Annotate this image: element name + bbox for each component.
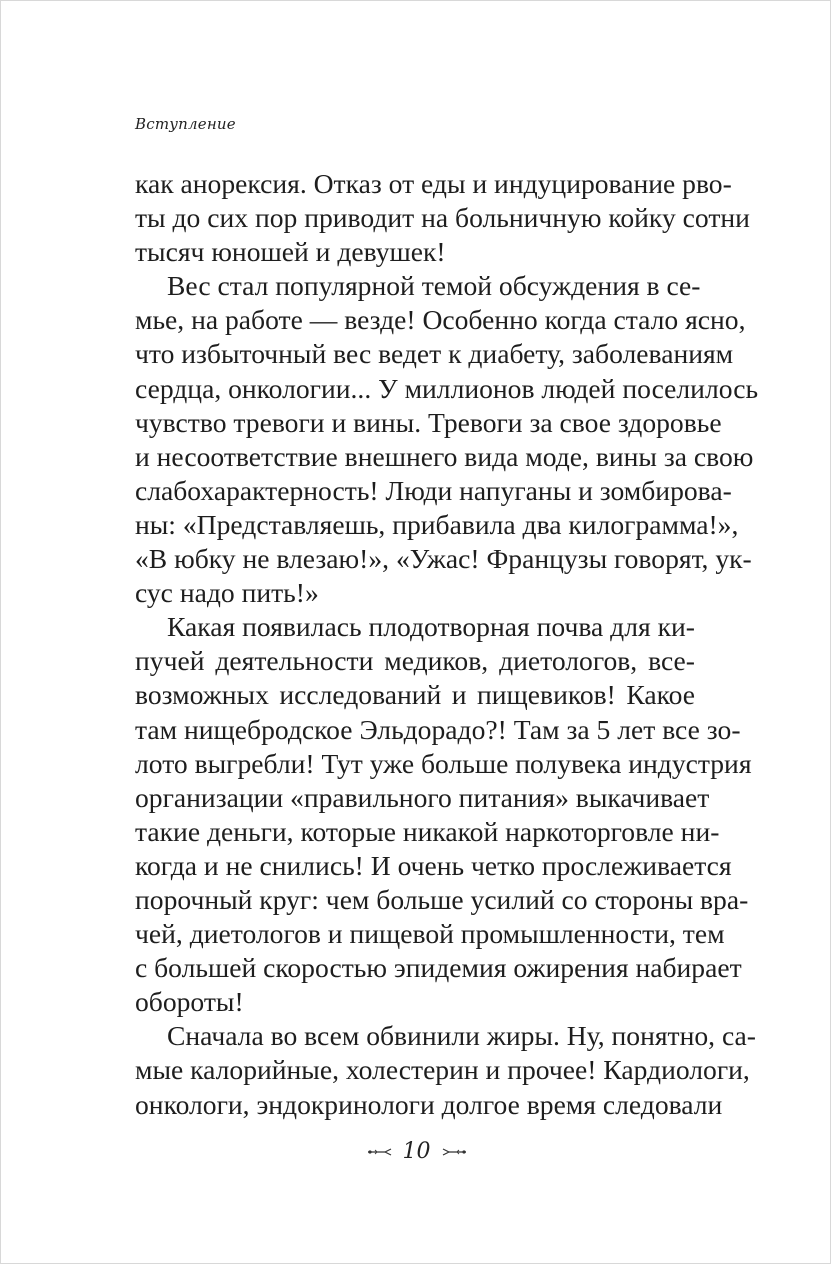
text-line: Какая появилась плодотворная почва для ки-	[167, 611, 695, 643]
text-line: ны: «Представляешь, прибавила два килограмма!»,	[135, 508, 739, 540]
text-line: с большей скоростью эпидемия ожирения набирает	[135, 952, 742, 984]
text-line: ты до сих пор приводит на больничную койку сотни	[135, 202, 750, 234]
text-line: что избыточный вес ведет к диабету, заболеваниям	[135, 338, 734, 370]
right-flourish-ornament-icon	[441, 1147, 467, 1157]
text-line: Вес стал популярной темой обсуждения в се-	[167, 270, 701, 302]
text-line: как анорексия. Отказ от еды и индуцирование рво-	[135, 168, 732, 199]
body-text	[135, 167, 759, 1122]
text-line: «В юбку не влезаю!», «Ужас! Французы говорят, ук-	[135, 543, 752, 575]
page-number: 10	[402, 1139, 431, 1164]
text-line: организации «правильного питания» выкачивает	[135, 781, 710, 813]
text-line: лото выгребли! Тут уже больше полувека индустрия	[135, 747, 752, 779]
text-line: сус надо пить!»	[135, 577, 319, 609]
text-line: возможных исследований и пищевиков! Какое	[135, 679, 695, 711]
text-line: чувство тревоги и вины. Тревоги за свое здоровье	[135, 406, 722, 438]
text-line: Сначала во всем обвинили жиры. Ну, понятно, са-	[167, 1020, 756, 1052]
text-line: онкологи, эндокринологи долгое время следовали	[135, 1088, 723, 1120]
text-line: слабохарактерность! Люди напуганы и зомбирова-	[135, 474, 732, 506]
text-line: пучей деятельности медиков, диетологов, все-	[135, 645, 695, 677]
text-line: и несоответствие внешнего вида моде, вины за свою	[135, 440, 754, 472]
left-flourish-ornament-icon	[367, 1147, 393, 1157]
text-line: порочный круг: чем больше усилий со стороны вра-	[135, 883, 749, 915]
running-head: Вступление	[135, 115, 236, 133]
page-footer	[1, 1139, 831, 1164]
text-line: когда и не снились! И очень четко прослеживается	[135, 849, 732, 881]
text-line: там нищебродское Эльдорадо?! Там за 5 лет все зо-	[135, 713, 741, 745]
text-line: мье, на работе — везде! Особенно когда стало ясно,	[135, 304, 746, 336]
text-line: сердца, онкологии... У миллионов людей поселилось	[135, 372, 759, 404]
text-line: такие деньги, которые никакой наркоторговле ни-	[135, 815, 720, 847]
text-line: мые калорийные, холестерин и прочее! Кардиологи,	[135, 1054, 750, 1086]
text-line: чей, диетологов и пищевой промышленности, тем	[135, 918, 725, 950]
text-line: тысяч юношей и девушек!	[135, 236, 446, 268]
text-line: обороты!	[135, 986, 244, 1018]
